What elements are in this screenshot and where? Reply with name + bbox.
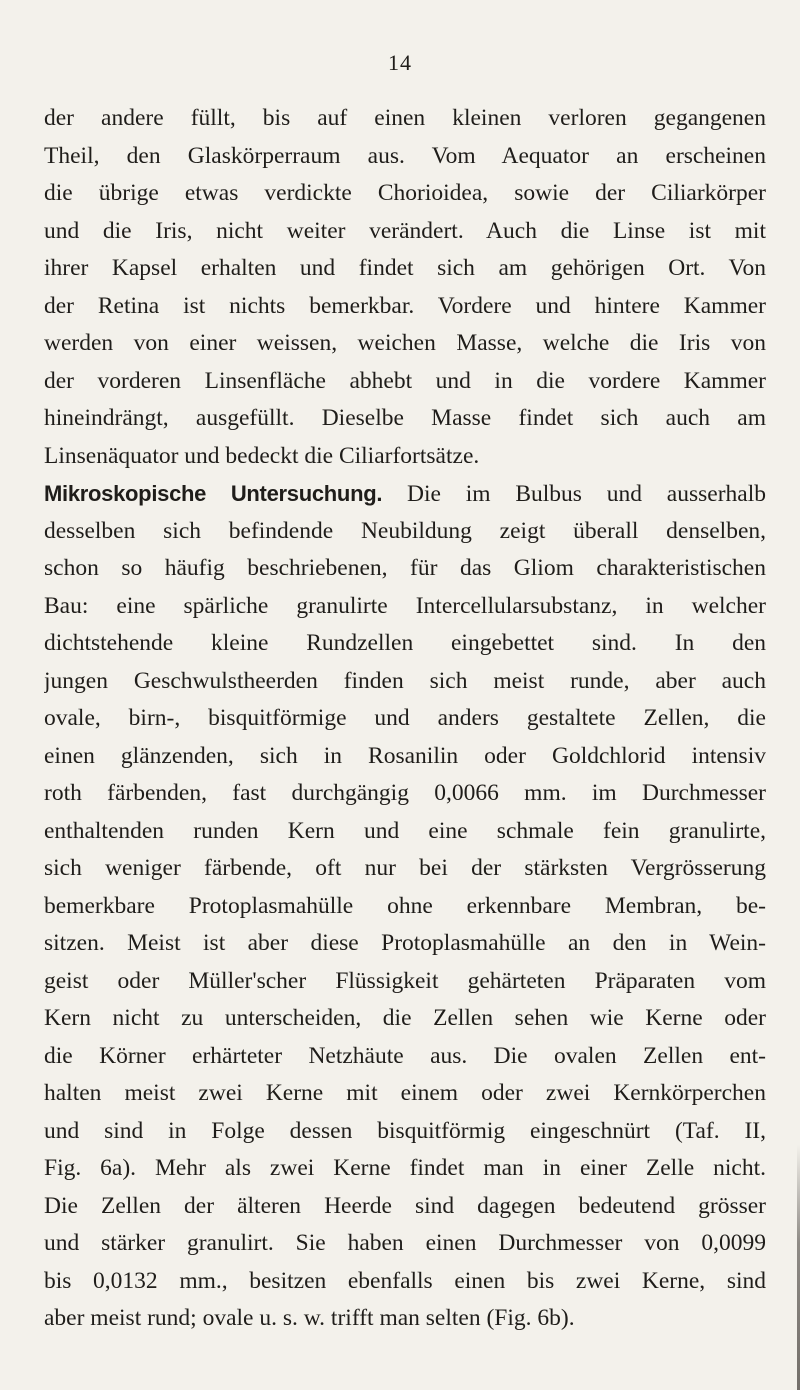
text-line: Linsenäquator und bedeckt die Ciliarfortsätze. — [44, 442, 480, 469]
page-number: 14 — [388, 50, 412, 75]
text-line: sich weniger färbende, oft nur bei der stärksten Vergrösserung — [44, 855, 766, 881]
text-line: die Körner erhärteter Netzhäute aus. Die ovalen Zellen ent- — [44, 1042, 766, 1069]
text-line: Theil, den Glaskörperraum aus. Vom Aequator an erscheinen — [44, 142, 766, 169]
text-line: ihrer Kapsel erhalten und findet sich am gehörigen Ort. Von — [44, 255, 766, 281]
text-line: roth färbenden, fast durchgängig 0,0066 mm. im Durchmesser — [44, 780, 766, 806]
text-line: Bau: eine spärliche granulirte Intercellularsubstanz, in welcher — [44, 592, 766, 619]
text-line: halten meist zwei Kerne mit einem oder zwei Kernkörperchen — [44, 1080, 766, 1106]
text-line: sitzen. Meist ist aber diese Protoplasmahülle an den in Wein- — [44, 930, 766, 956]
text-line: enthaltenden runden Kern und eine schmale fein granulirte, — [44, 817, 766, 844]
section-first-line — [44, 475, 766, 513]
text-line: desselben sich befindende Neubildung zeigt überall denselben, — [44, 517, 766, 544]
text-line: Die Zellen der älteren Heerde sind dagegen bedeutend grösser — [44, 1192, 766, 1219]
text-line: bemerkbare Protoplasmahülle ohne erkennbare Membran, be- — [44, 892, 766, 919]
text-line: werden von einer weissen, weichen Masse, welche die Iris von — [44, 330, 766, 356]
text-line: und die Iris, nicht weiter verändert. Auch die Linse ist mit — [44, 217, 766, 244]
text-line: dichtstehende kleine Rundzellen eingebettet sind. In den — [44, 630, 766, 656]
section-heading: Mikroskopische Untersuchung. — [44, 481, 383, 506]
text-line: hineindrängt, ausgefüllt. Dieselbe Masse findet sich auch am — [44, 405, 766, 431]
text-line: aber meist rund; ovale u. s. w. trifft man selten (Fig. 6b). — [44, 1305, 575, 1331]
text-line: geist oder Müller'scher Flüssigkeit gehärteten Präparaten vom — [44, 967, 766, 994]
text-line: Fig. 6a). Mehr als zwei Kerne findet man in einer Zelle nicht. — [44, 1155, 766, 1181]
text-line: der Retina ist nichts bemerkbar. Vordere und hintere Kammer — [44, 292, 766, 319]
text-line: Kern nicht zu unterscheiden, die Zellen sehen wie Kerne oder — [44, 1005, 766, 1031]
body-text — [44, 100, 766, 1338]
text-line: der vorderen Linsenfläche abhebt und in die vordere Kammer — [44, 367, 766, 394]
text-line: ovale, birn-, bisquitförmige und anders gestaltete Zellen, die — [44, 705, 766, 731]
text-line: jungen Geschwulstheerden finden sich meist runde, aber auch — [44, 667, 766, 694]
section-first-line-text: Die im Bulbus und ausserhalb — [382, 481, 766, 507]
text-line: und sind in Folge dessen bisquitförmig eingeschnürt (Taf. II, — [44, 1117, 766, 1144]
text-line: schon so häufig beschriebenen, für das Gliom charakteristischen — [44, 555, 766, 581]
text-line: bis 0,0132 mm., besitzen ebenfalls einen bis zwei Kerne, sind — [44, 1267, 766, 1294]
text-line: die übrige etwas verdickte Chorioidea, sowie der Ciliarkörper — [44, 180, 766, 206]
text-line: und stärker granulirt. Sie haben einen Durchmesser von 0,0099 — [44, 1230, 766, 1256]
text-line: einen glänzenden, sich in Rosanilin oder Goldchlorid intensiv — [44, 742, 766, 769]
text-line: der andere füllt, bis auf einen kleinen verloren gegangenen — [44, 105, 766, 131]
